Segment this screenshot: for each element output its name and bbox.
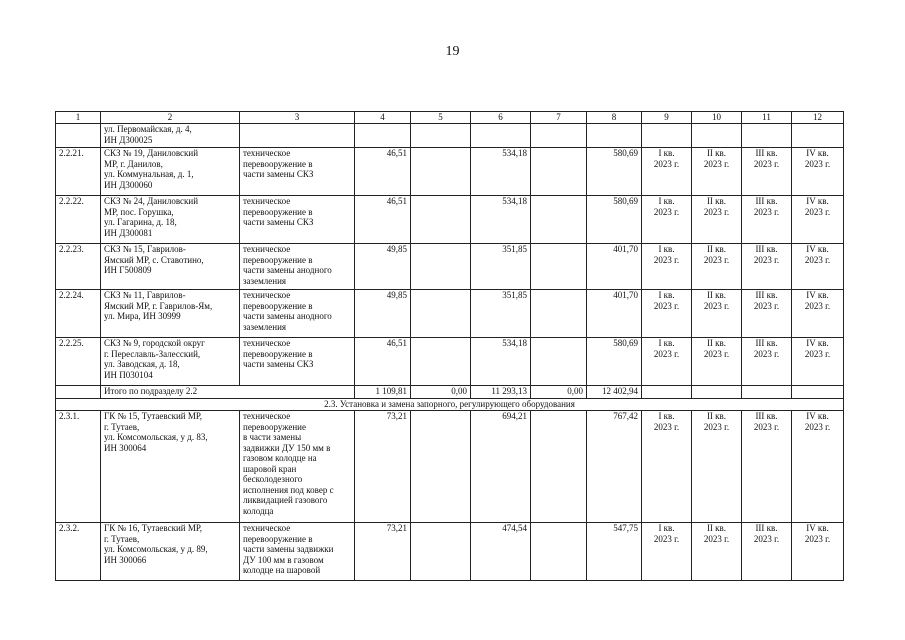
value-col-7 [531,523,587,581]
work-description: техническое перевооружение в части замены анодного заземления [240,244,355,290]
quarter-cell [742,124,792,148]
quarter-2: II кв. 2023 г. [692,244,742,290]
subtotal-col-7: 0,00 [531,386,587,399]
value-col-7 [531,196,587,244]
quarter-2: II кв. 2023 г. [692,290,742,338]
quarter-4: IV кв. 2023 г. [792,148,844,196]
quarter-2: II кв. 2023 г. [692,338,742,386]
value-col-5 [411,196,471,244]
investment-table [55,111,844,581]
column-header: 1 [56,112,101,124]
table-row [56,148,844,196]
value-col-5 [411,338,471,386]
column-header: 2 [101,112,240,124]
column-header: 5 [411,112,471,124]
value-col-6: 351,85 [471,290,531,338]
continuation-row [56,124,844,148]
quarter-cell [642,386,692,399]
quarter-1: I кв. 2023 г. [642,244,692,290]
quarter-4: IV кв. 2023 г. [792,338,844,386]
column-header: 6 [471,112,531,124]
subtotal-label: Итого по подразделу 2.2 [101,386,355,399]
column-header: 10 [692,112,742,124]
value-col-8: 401,70 [587,290,642,338]
value-col-6: 534,18 [471,196,531,244]
value-col-8: 767,42 [587,411,642,523]
value-col-7 [531,290,587,338]
value-col-4: 73,21 [355,411,411,523]
quarter-4: IV кв. 2023 г. [792,411,844,523]
value-col-4: 49,85 [355,244,411,290]
column-number-row [56,112,844,124]
value-cell [531,124,587,148]
quarter-cell [692,124,742,148]
item-code: 2.2.21. [56,148,101,196]
quarter-3: III кв. 2023 г. [742,523,792,581]
value-col-7 [531,411,587,523]
subtotal-col-5: 0,00 [411,386,471,399]
object-name: ГК № 16, Тутаевский МР, г. Тутаев, ул. Комсомольская, у д. 89, ИН 300066 [101,523,240,581]
item-code: 2.2.23. [56,244,101,290]
value-col-5 [411,411,471,523]
column-header: 11 [742,112,792,124]
item-code: 2.2.25. [56,338,101,386]
section-title: 2.3. Установка и замена запорного, регулирующего оборудования [56,399,844,411]
value-col-5 [411,290,471,338]
quarter-4: IV кв. 2023 г. [792,244,844,290]
value-cell [355,124,411,148]
object-name: СКЗ № 9, городской округ г. Переславль-Залесский, ул. Заводская, д. 18, ИН П030104 [101,338,240,386]
quarter-cell [742,386,792,399]
quarter-4: IV кв. 2023 г. [792,196,844,244]
value-col-6: 351,85 [471,244,531,290]
item-code: 2.3.1. [56,411,101,523]
value-col-6: 534,18 [471,148,531,196]
quarter-3: III кв. 2023 г. [742,338,792,386]
quarter-cell [642,124,692,148]
quarter-3: III кв. 2023 г. [742,244,792,290]
object-name: СКЗ № 11, Гаврилов- Ямский МР, г. Гаврилов-Ям, ул. Мира, ИН 30999 [101,290,240,338]
quarter-4: IV кв. 2023 г. [792,290,844,338]
quarter-2: II кв. 2023 г. [692,148,742,196]
value-col-4: 49,85 [355,290,411,338]
value-col-4: 46,51 [355,196,411,244]
code-cell [56,124,101,148]
work-description: техническое перевооружение в части замены задвижки ДУ 150 мм в газовом колодце на шаровой кран бесколодезного исполнения под ковер с ликвидацией газового колодца [240,411,355,523]
column-header: 9 [642,112,692,124]
column-header: 4 [355,112,411,124]
object-name-cell: ул. Первомайская, д. 4, ИН Д300025 [101,124,240,148]
quarter-cell [792,124,844,148]
quarter-3: III кв. 2023 г. [742,290,792,338]
work-description: техническое перевооружение в части замены СКЗ [240,338,355,386]
value-col-4: 73,21 [355,523,411,581]
work-cell [240,124,355,148]
subtotal-col-6: 11 293,13 [471,386,531,399]
value-col-8: 547,75 [587,523,642,581]
value-col-8: 580,69 [587,196,642,244]
quarter-1: I кв. 2023 г. [642,338,692,386]
subtotal-row [56,386,844,399]
value-cell [471,124,531,148]
quarter-1: I кв. 2023 г. [642,290,692,338]
item-code: 2.2.22. [56,196,101,244]
work-description: техническое перевооружение в части замены СКЗ [240,148,355,196]
value-col-6: 474,54 [471,523,531,581]
quarter-1: I кв. 2023 г. [642,196,692,244]
table-row [56,244,844,290]
value-col-6: 694,21 [471,411,531,523]
column-header: 3 [240,112,355,124]
value-col-8: 580,69 [587,148,642,196]
quarter-3: III кв. 2023 г. [742,411,792,523]
object-name: СКЗ № 19, Даниловский МР, г. Данилов, ул. Коммунальная, д. 1, ИН Д300060 [101,148,240,196]
page-number: 19 [445,44,460,59]
value-cell [587,124,642,148]
section-row [56,399,844,411]
quarter-4: IV кв. 2023 г. [792,523,844,581]
quarter-cell [792,386,844,399]
value-col-7 [531,148,587,196]
code-cell [56,386,101,399]
column-header: 12 [792,112,844,124]
table-row [56,411,844,523]
table-row [56,196,844,244]
subtotal-col-8: 12 402,94 [587,386,642,399]
value-col-4: 46,51 [355,338,411,386]
item-code: 2.3.2. [56,523,101,581]
column-header: 8 [587,112,642,124]
quarter-3: III кв. 2023 г. [742,196,792,244]
object-name: ГК № 15, Тутаевский МР, г. Тутаев, ул. Комсомольская, у д. 83, ИН 300064 [101,411,240,523]
value-col-5 [411,523,471,581]
column-header: 7 [531,112,587,124]
value-col-8: 580,69 [587,338,642,386]
quarter-cell [692,386,742,399]
value-cell [411,124,471,148]
subtotal-col-4: 1 109,81 [355,386,411,399]
value-col-5 [411,244,471,290]
value-col-7 [531,338,587,386]
table-row [56,290,844,338]
work-description: техническое перевооружение в части замены СКЗ [240,196,355,244]
item-code: 2.2.24. [56,290,101,338]
quarter-2: II кв. 2023 г. [692,196,742,244]
object-name: СКЗ № 24, Даниловский МР, пос. Горушка, ул. Гагарина, д. 18, ИН Д300081 [101,196,240,244]
quarter-2: II кв. 2023 г. [692,411,742,523]
table-row [56,523,844,581]
value-col-4: 46,51 [355,148,411,196]
value-col-5 [411,148,471,196]
value-col-6: 534,18 [471,338,531,386]
table-row [56,338,844,386]
value-col-8: 401,70 [587,244,642,290]
work-description: техническое перевооружение в части замены задвижки ДУ 100 мм в газовом колодце на шаровой [240,523,355,581]
quarter-1: I кв. 2023 г. [642,148,692,196]
quarter-2: II кв. 2023 г. [692,523,742,581]
quarter-1: I кв. 2023 г. [642,411,692,523]
object-name: СКЗ № 15, Гаврилов- Ямский МР, с. Ставотино, ИН Г500809 [101,244,240,290]
quarter-1: I кв. 2023 г. [642,523,692,581]
quarter-3: III кв. 2023 г. [742,148,792,196]
value-col-7 [531,244,587,290]
work-description: техническое перевооружение в части замены анодного заземления [240,290,355,338]
